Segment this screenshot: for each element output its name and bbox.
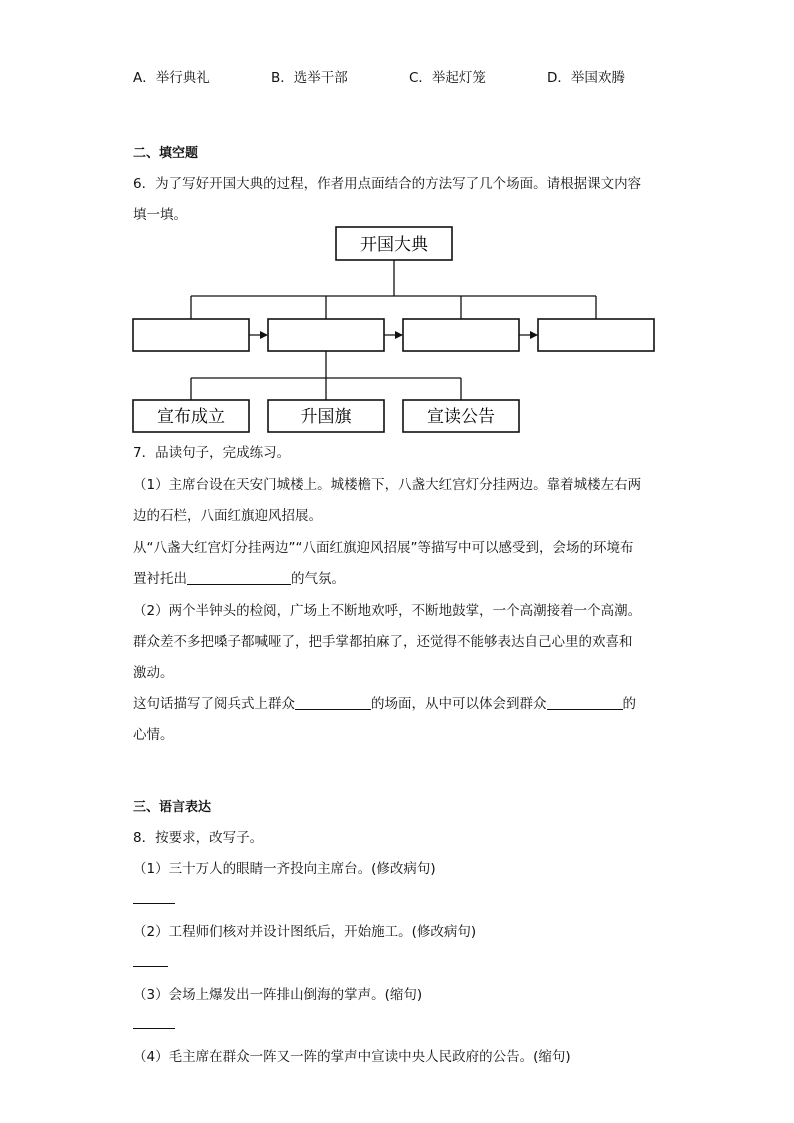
- diagram-root-label: 开国大典: [360, 235, 428, 255]
- q8-answer-line-1[interactable]: [133, 903, 175, 904]
- q8-sentence-2: （2）工程师们核对并设计图纸后，开始施工。(修改病句): [133, 924, 477, 940]
- diagram-sub-1: [133, 400, 249, 432]
- q6-text-line1: 6．为了写好开国大典的过程，作者用点面结合的方法写了几个场面。请根据课文内容: [133, 176, 642, 192]
- q7-p2-question-line1: [133, 692, 636, 712]
- option-a: A．举行典礼: [133, 70, 210, 86]
- q8-sentence-1: （1）三十万人的眼睛一齐投向主席台。(修改病句): [133, 861, 436, 877]
- diagram-sub-2: [268, 400, 384, 432]
- q8-answer-line-2[interactable]: [133, 966, 168, 967]
- diagram-blank-box-3[interactable]: [403, 319, 519, 351]
- diagram-sub-3-label: 宣读公告: [427, 407, 495, 427]
- option-c: C．举起灯笼: [409, 70, 486, 86]
- diagram-sub-3: [403, 400, 519, 432]
- q7-title: 7．品读句子，完成练习。: [133, 445, 291, 461]
- q7-p2-line2: 群众差不多把嗓子都喊哑了，把手掌都拍麻了，还觉得不能够表达自己心里的欢喜和: [133, 634, 633, 650]
- diagram-blank-box-1[interactable]: [133, 319, 249, 351]
- q7-p2-line3: 激动。: [133, 665, 174, 681]
- section-language-title: 三、语言表达: [133, 800, 212, 815]
- q7-blank-atmosphere[interactable]: [187, 570, 291, 585]
- diagram-sub-2-label: 升国旗: [300, 407, 352, 427]
- diagram-blank-box-2[interactable]: [268, 319, 384, 351]
- section-fill-blank-title: 二、填空题: [133, 146, 199, 161]
- q7-blank-scene[interactable]: [295, 695, 371, 710]
- q7-p2-question-part-a: 这句话描写了阅兵式上群众: [133, 696, 295, 712]
- diagram-connectors: [191, 260, 596, 400]
- q7-p2-question-line2: 心情。: [133, 727, 174, 743]
- q8-sentence-3: （3）会场上爆发出一阵排山倒海的掌声。(缩句): [133, 987, 423, 1003]
- q7-p1-line2: 边的石栏，八面红旗迎风招展。: [133, 508, 322, 524]
- diagram-root: [336, 227, 452, 260]
- q7-p1-question-suffix: 的气氛。: [291, 571, 345, 587]
- q7-p1-question-line2: [133, 567, 345, 587]
- q7-p1-question-prefix: 置衬托出: [133, 571, 187, 587]
- option-b: B．选举干部: [271, 70, 348, 86]
- q6-text-line2: 填一填。: [133, 207, 187, 223]
- q8-title: 8．按要求，改写子。: [133, 830, 264, 846]
- q7-p2-question-part-b: 的场面，从中可以体会到群众: [371, 696, 547, 712]
- q7-p1-question-line1: 从“八盏大红宫灯分挂两边”“八面红旗迎风招展”等描写中可以感受到，会场的环境布: [133, 540, 634, 556]
- q7-p2-question-part-c: 的: [622, 696, 636, 712]
- option-d: D．举国欢腾: [547, 70, 625, 86]
- q7-p1-line1: （1）主席台设在天安门城楼上。城楼檐下，八盏大红宫灯分挂两边。靠着城楼左右两: [133, 477, 642, 493]
- q7-blank-mood[interactable]: [547, 695, 623, 710]
- q8-answer-line-3[interactable]: [133, 1028, 175, 1029]
- ceremony-diagram: [0, 0, 794, 440]
- q8-sentence-4: （4）毛主席在群众一阵又一阵的掌声中宣读中央人民政府的公告。(缩句): [133, 1049, 571, 1065]
- q7-p2-line1: （2）两个半钟头的检阅，广场上不断地欢呼，不断地鼓掌，一个高潮接着一个高潮。: [133, 603, 642, 619]
- diagram-blank-box-4[interactable]: [538, 319, 654, 351]
- diagram-sub-1-label: 宣布成立: [157, 407, 225, 427]
